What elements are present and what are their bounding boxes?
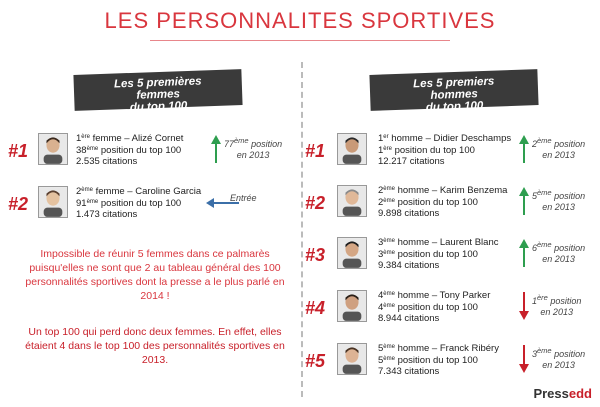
position-number: 2 (378, 196, 384, 208)
position-suffix: ème (383, 249, 395, 256)
men-avatar-4 (337, 290, 367, 322)
position-number: 4 (378, 301, 384, 313)
women-avatar-1 (38, 133, 68, 165)
ordinal-number: 1 (76, 133, 82, 144)
women-previous-position (230, 193, 257, 204)
women-citations: 2.535 citations (76, 156, 138, 167)
men-previous-position (532, 345, 585, 371)
women-explanation: Impossible de réunir 5 femmes dans ce palmarès puisqu'elles ne sont que 2 au tableau général des 100 personnalités sportives dont la presse a le plus parlé en 2014 ! (25, 248, 285, 302)
women-info-2 (76, 186, 201, 221)
position-text: position du top 100 (397, 301, 478, 313)
men-citations: 8.944 citations (378, 313, 440, 324)
column-divider (301, 62, 303, 397)
women-previous-position (224, 135, 282, 161)
position-number: 3 (378, 248, 384, 260)
rank-label: homme – Karim Benzema (397, 185, 508, 196)
men-banner (369, 69, 538, 114)
note-number: 1 (532, 296, 538, 306)
page-title: LES PERSONNALITES SPORTIVES (104, 8, 496, 33)
ordinal-number: 2 (76, 186, 82, 197)
women-citations: 1.473 citations (76, 209, 138, 220)
position-number: 91 (76, 197, 87, 209)
men-rank-4: #4 (305, 298, 326, 318)
position-text: position du top 100 (397, 196, 478, 208)
men-trend-up-icon (518, 239, 530, 272)
women-comparison: Un top 100 qui perd donc deux femmes. En effet, elles étaient 4 dans le top 100 des personnalités sportives en 2013. (25, 326, 285, 366)
position-text: position du top 100 (100, 144, 182, 156)
women-name-line (76, 133, 183, 145)
note-line-1 (532, 292, 581, 307)
men-trend-up-icon (518, 135, 530, 168)
position-suffix: ème (383, 197, 395, 204)
note-text: position (554, 243, 586, 253)
men-position-line (378, 355, 499, 367)
note-text: position (550, 296, 582, 306)
note-year: en 2013 (540, 307, 573, 317)
note-year: en 2013 (542, 202, 575, 212)
men-info-5 (378, 343, 499, 378)
men-avatar-1 (337, 133, 367, 165)
women-avatar-2 (38, 186, 68, 218)
brand-part-1: Press (533, 386, 569, 401)
women-position-line (76, 198, 201, 210)
men-rank-2: #2 (305, 193, 326, 213)
note-number: 3 (532, 349, 538, 359)
rank-label: homme – Didier Deschamps (391, 133, 512, 144)
men-trend-down-icon (518, 292, 530, 325)
position-number: 38 (76, 144, 87, 156)
women-banner-line-3: du top 100 (129, 99, 188, 114)
women-info-1 (76, 133, 183, 168)
men-trend-down-icon (518, 345, 530, 378)
men-banner-line-3: du top 100 (425, 99, 484, 114)
men-name-line (378, 133, 511, 145)
women-rank-1: #1 (8, 141, 29, 161)
men-position-line (378, 197, 507, 209)
women-banner (73, 69, 242, 114)
women-trend-up-icon (210, 135, 222, 168)
men-avatar-5 (337, 343, 367, 375)
men-rank-3: #3 (305, 245, 326, 265)
ordinal-number: 5 (378, 343, 384, 354)
ordinal-suffix: ème (81, 187, 93, 193)
men-rank-1: #1 (305, 141, 326, 161)
ordinal-number: 1 (378, 133, 384, 144)
men-banner-line-1: Les 5 premiers (412, 75, 495, 91)
women-banner-line-1: Les 5 premières (113, 75, 202, 91)
men-name-line (378, 185, 507, 197)
brand-part-2: edd (568, 386, 592, 401)
note-suffix: ème (234, 136, 249, 145)
men-trend-up-icon (518, 187, 530, 220)
women-position-line (76, 145, 183, 157)
rank-label: femme – Caroline Garcia (95, 186, 202, 197)
men-previous-position (532, 239, 585, 265)
rank-label: homme – Laurent Blanc (397, 237, 499, 248)
rank-label: femme – Alizé Cornet (92, 133, 184, 144)
men-previous-position (532, 292, 581, 318)
men-name-line (378, 290, 490, 302)
men-citations: 12.217 citations (378, 156, 445, 167)
pressedd-logo (533, 386, 592, 401)
note-year: en 2013 (542, 254, 575, 264)
note-line-1 (532, 239, 585, 254)
position-suffix: ème (383, 355, 395, 362)
note-number: 77 (224, 139, 235, 149)
men-info-1 (378, 133, 511, 168)
ordinal-suffix: er (383, 134, 389, 140)
ordinal-number: 2 (378, 185, 384, 196)
men-info-4 (378, 290, 490, 325)
note-line-1 (532, 187, 585, 202)
ordinal-number: 3 (378, 237, 384, 248)
note-text: position (251, 139, 283, 149)
position-number: 5 (378, 354, 384, 366)
note-suffix: ème (537, 136, 552, 145)
ordinal-suffix: ème (383, 238, 395, 244)
men-name-line (378, 343, 499, 355)
note-text: position (554, 349, 586, 359)
men-position-line (378, 145, 511, 157)
position-suffix: ème (86, 198, 99, 205)
ordinal-number: 4 (378, 290, 384, 301)
men-banner-line-2: hommes (430, 88, 479, 102)
ordinal-suffix: ème (383, 186, 395, 192)
note-suffix: ère (537, 293, 548, 302)
note-suffix: ème (537, 346, 552, 355)
note-line-1 (224, 135, 282, 150)
note-number: 5 (532, 191, 538, 201)
men-info-2 (378, 185, 507, 220)
note-line-1 (532, 135, 585, 150)
women-name-line (76, 186, 201, 198)
ordinal-suffix: ère (81, 134, 90, 140)
position-suffix: ère (383, 145, 392, 152)
men-position-line (378, 249, 498, 261)
note-year: en 2013 (542, 150, 575, 160)
men-name-line (378, 237, 498, 249)
note-line-1 (532, 345, 585, 360)
note-suffix: ème (537, 188, 552, 197)
men-avatar-3 (337, 237, 367, 269)
note-year: en 2013 (542, 360, 575, 370)
men-position-line (378, 302, 490, 314)
men-citations: 7.343 citations (378, 366, 440, 377)
note-suffix: ème (537, 240, 552, 249)
position-text: position du top 100 (397, 354, 478, 366)
ordinal-suffix: ème (383, 344, 395, 350)
note-year: en 2013 (236, 150, 270, 160)
women-banner-line-2: femmes (136, 88, 181, 102)
men-avatar-2 (337, 185, 367, 217)
men-citations: 9.384 citations (378, 260, 440, 271)
note-text: position (554, 139, 586, 149)
men-previous-position (532, 135, 585, 161)
rank-label: homme – Franck Ribéry (397, 343, 499, 354)
men-citations: 9.898 citations (378, 208, 440, 219)
men-info-3 (378, 237, 498, 272)
position-text: position du top 100 (100, 197, 182, 209)
position-suffix: ème (86, 145, 99, 152)
entry-label: Entrée (230, 193, 257, 203)
note-number: 2 (532, 139, 538, 149)
position-text: position du top 100 (397, 248, 478, 260)
position-text: position du top 100 (394, 144, 475, 156)
position-suffix: ème (383, 302, 395, 309)
ordinal-suffix: ème (383, 291, 395, 297)
position-number: 1 (378, 144, 384, 156)
note-number: 6 (532, 243, 538, 253)
men-previous-position (532, 187, 585, 213)
men-rank-5: #5 (305, 351, 326, 371)
rank-label: homme – Tony Parker (397, 290, 491, 301)
note-text: position (554, 191, 586, 201)
title-underline (150, 40, 450, 41)
women-rank-2: #2 (8, 194, 29, 214)
